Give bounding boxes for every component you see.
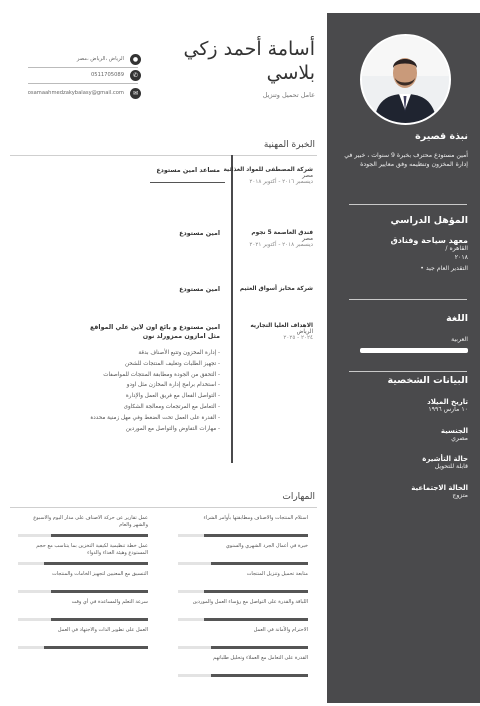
- company-place: الرياض: [296, 329, 313, 335]
- company-name: الاهداف العليا التجاريه: [250, 323, 313, 329]
- skill-text: خبرة في أعمال الجرد الشهري والسنوي: [225, 543, 308, 549]
- experience-role: امين مستودع و بائع اون لاين علي المواقع مثل امازون ممزورلد نون: [90, 324, 220, 340]
- contact-phone-text: 0511705089: [90, 72, 124, 78]
- company-place: مصر: [302, 236, 313, 242]
- skills-title: المهارات: [282, 492, 315, 502]
- experience-company: [213, 323, 313, 341]
- experience-company: [213, 167, 313, 185]
- summary-text: أمين مستودع محترف بخبرة 9 سنوات ، خبير في إدارة المخزون وتنظيمه وفق معايير الجودة: [344, 152, 468, 168]
- skill-text: اللباقة والقدرة على التواصل مع رؤساء العمل والموردين: [192, 599, 308, 605]
- language-title: اللغة: [446, 313, 468, 324]
- personal-item: [337, 455, 468, 472]
- education-degree: معهد سياحة وفنادق: [390, 236, 468, 245]
- skill-text: القدرة على التعامل مع العملاء وتحليل طلباتهم: [213, 655, 308, 661]
- company-name: فندق العاصمة 5 نجوم: [251, 230, 313, 236]
- role-underline: [150, 182, 225, 183]
- education-year: ٢٠١٨: [454, 253, 468, 261]
- skill-text: التنسيق مع المعنيين لتجهيز الخامات والمنتجات: [51, 571, 148, 577]
- company-name: شركة المصطفى للمواد الغذائية: [223, 167, 313, 173]
- experience-timeline: [231, 155, 233, 463]
- skill-level-fill: [44, 562, 148, 565]
- summary-section: [337, 131, 468, 169]
- summary-title: نبذة قصيرة: [415, 131, 468, 142]
- profile-photo: [360, 34, 451, 125]
- personal-value: ١٠ مارس ١٩٩٦: [428, 406, 468, 413]
- skill-level-bar: [178, 590, 308, 593]
- company-dates: ديسمبر ٢٠١٦ - أكتوبر ٢٠١٨: [249, 179, 313, 185]
- education-section: [337, 215, 468, 274]
- skill-item: [18, 599, 148, 606]
- sidebar: [327, 13, 480, 703]
- skill-level-fill: [51, 618, 149, 621]
- skill-level-fill: [204, 618, 308, 621]
- company-name: شركة مخابز أسواق العثيم: [239, 286, 313, 292]
- company-dates: ديسمبر ٢٠١٨ - أكتوبر ٢٠٢١: [249, 242, 313, 248]
- sidebar-divider: [349, 299, 467, 300]
- personal-label: الجنسية: [440, 426, 468, 435]
- skill-level-fill: [211, 562, 309, 565]
- contact-location-text: الرياض ،الرياض ،مصر: [76, 56, 124, 62]
- personal-label: تاريخ الميلاد: [427, 398, 468, 406]
- skill-level-bar: [18, 534, 148, 537]
- personal-value: متزوج: [452, 491, 468, 499]
- skill-text: متابعة تحميل وتنزيل المنتجات: [246, 571, 308, 577]
- task-text: التعامل مع المرتجعات ومعالجة الشكاوى: [123, 403, 217, 410]
- skill-text: استلام المنتجات والاصناف ومطابقتها بأوامر الشراء: [203, 515, 308, 521]
- experience-company: [213, 286, 313, 292]
- candidate-name: أسامة أحمد زكي بلاسي: [183, 38, 315, 84]
- skill-level-fill: [51, 534, 149, 537]
- skill-item: [178, 655, 308, 662]
- task-text: تجهيز الطلبات وتغليف المنتجات للشحن: [125, 360, 217, 367]
- company-place: مصر: [302, 173, 313, 179]
- skill-item: [178, 571, 308, 578]
- task-text: التحقق من الجودة ومطابقة المنتجات للمواصفات: [103, 371, 217, 378]
- contact-location: [28, 54, 138, 67]
- task-list: [80, 350, 220, 436]
- education-place: القاهره /: [445, 245, 468, 252]
- experience-company: [213, 230, 313, 248]
- skill-level-fill: [211, 646, 309, 649]
- skill-level-bar: [178, 534, 308, 537]
- skill-item: [18, 543, 148, 557]
- skill-item: [178, 515, 308, 522]
- personal-item: [337, 398, 468, 415]
- skill-level-fill: [51, 590, 149, 593]
- skill-item: [178, 599, 308, 606]
- skill-text: سرعة التعلم والمساعدة في أي وقت: [71, 599, 148, 605]
- contact-email: [28, 88, 138, 101]
- experience-role: امين مستودع: [179, 286, 220, 293]
- skill-level-fill: [211, 674, 309, 677]
- language-level-bar: [360, 348, 468, 353]
- skill-text: الاحترام والأمانة في العمل: [253, 627, 308, 633]
- contact-divider: [28, 67, 138, 68]
- skill-item: [18, 571, 148, 578]
- education-grade: التقدير العام جيد •: [420, 265, 468, 272]
- experience-role: امين مستودع: [179, 230, 220, 237]
- language-name: العربية: [451, 336, 468, 343]
- task-text: القدرة على العمل تحت الضغط وفي مهل زمنية محددة: [90, 414, 217, 421]
- task-item: - القدرة على العمل تحت الضغط وفي مهل زمنية محددة: [90, 414, 220, 421]
- task-text: مهارات التفاوض والتواصل مع الموردين: [125, 425, 217, 432]
- skill-text: عمل خطة تنظيمية لكيفية التخزين بما يتناسب مع حجم المستودع وهيئة الغذاء والدواء: [36, 543, 148, 556]
- skill-level-bar: [178, 646, 308, 649]
- task-item: - استخدام برامج إدارة المخازن مثل اودو: [126, 382, 220, 389]
- skill-level-bar: [18, 590, 148, 593]
- personal-value: مصري: [451, 434, 468, 442]
- experience-title: الخبرة المهنية: [263, 140, 315, 150]
- skill-level-bar: [18, 618, 148, 621]
- task-item: - مهارات التفاوض والتواصل مع الموردين: [125, 425, 220, 432]
- sidebar-divider: [349, 371, 467, 372]
- personal-label: حالة التأشيرة: [422, 455, 468, 463]
- personal-section: [337, 375, 468, 500]
- experience-role: مساعد امين مستودع: [156, 167, 220, 174]
- email-icon: ✉: [130, 88, 141, 99]
- skill-level-bar: [18, 562, 148, 565]
- personal-item: [337, 427, 468, 444]
- personal-item: [337, 484, 468, 501]
- skill-item: [178, 543, 308, 550]
- task-text: إدارة المخزون وتتبع الأصناف بدقة: [138, 350, 217, 356]
- task-item: - إدارة المخزون وتتبع الأصناف بدقة: [138, 350, 220, 356]
- personal-label: الحالة الاجتماعية: [411, 483, 468, 492]
- contact-phone: [28, 70, 138, 83]
- skill-level-bar: [18, 646, 148, 649]
- task-text: التواصل الفعال مع فريق العمل والإدارة: [125, 393, 217, 400]
- education-grade-text: التقدير العام جيد: [425, 265, 468, 272]
- skill-level-fill: [44, 646, 148, 649]
- location-icon: ●: [130, 54, 141, 65]
- education-title: المؤهل الدراسي: [390, 215, 468, 226]
- task-item: - التحقق من الجودة ومطابقة المنتجات للمواصفات: [103, 371, 220, 378]
- skill-level-bar: [178, 618, 308, 621]
- skill-level-bar: [178, 674, 308, 677]
- skill-text: العمل على تطوير الذات والاجتهاد في العمل: [57, 627, 148, 633]
- skill-item: [18, 515, 148, 529]
- personal-value: قابلة للتحويل: [434, 463, 468, 470]
- personal-title: البيانات الشخصية: [387, 375, 468, 386]
- language-section: [337, 313, 468, 353]
- task-item: - التعامل مع المرتجعات ومعالجة الشكاوى: [123, 403, 220, 410]
- phone-icon: ✆: [130, 70, 141, 81]
- task-item: - التواصل الفعال مع فريق العمل والإدارة: [125, 393, 220, 400]
- company-dates: ٢٠٢٤ - ٢٠٢٥: [283, 335, 313, 341]
- skill-level-fill: [204, 534, 308, 537]
- contact-email-text: osamaahmedzakybalasy@gmail.com: [27, 90, 124, 96]
- sidebar-divider: [349, 204, 467, 205]
- skill-item: [18, 627, 148, 634]
- experience-divider: [10, 155, 317, 156]
- job-title: عامل تحميل وتنزيل: [262, 91, 315, 99]
- skill-level-fill: [204, 590, 308, 593]
- skills-divider: [10, 507, 317, 508]
- task-item: - تجهيز الطلبات وتغليف المنتجات للشحن: [125, 360, 220, 367]
- skill-text: عمل تقارير عن حركة الاصناف على مدار اليوم والاسبوع والشهر والعام: [33, 515, 148, 528]
- skill-level-bar: [178, 562, 308, 565]
- skill-item: [178, 627, 308, 634]
- task-text: استخدام برامج إدارة المخازن مثل اودو: [126, 382, 217, 389]
- contact-divider: [28, 83, 138, 84]
